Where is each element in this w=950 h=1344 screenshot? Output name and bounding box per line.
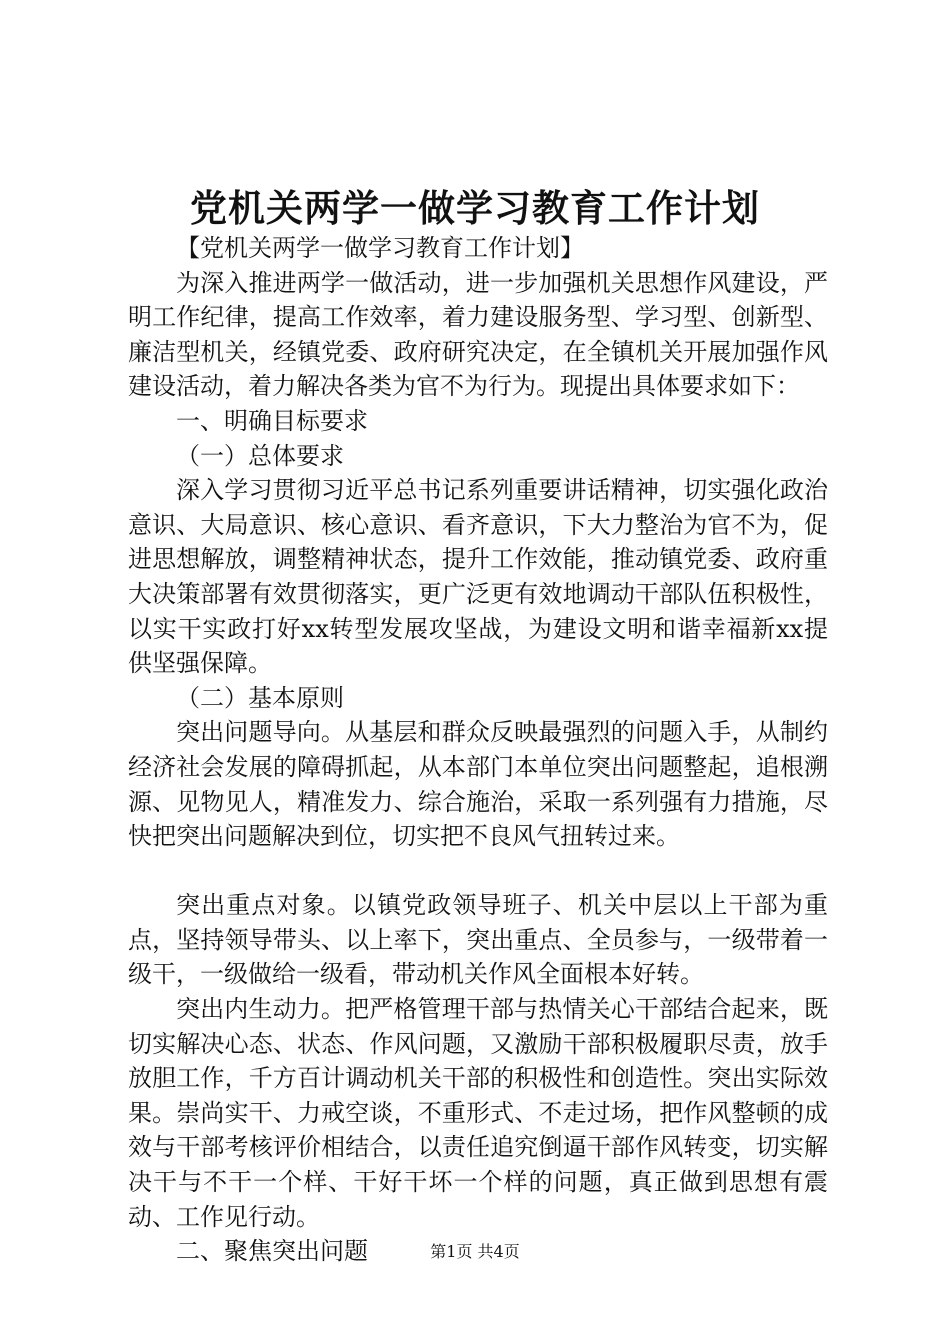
- subsection-heading-2: （二）基本原则: [176, 683, 344, 712]
- problem-oriented-paragraph: 突出问题导向。从基层和群众反映最强烈的问题入手，从制约经济社会发展的障碍抓起，从本部门本单位突出问题整起，追根溯源、见物见人，精准发力、综合施治，采取一系列强有力措施，尽快把突出问题解决到位，切实把不良风气扭转过来。: [128, 718, 828, 851]
- overall-requirements-paragraph: 深入学习贯彻习近平总书记系列重要讲话精神，切实强化政治意识、大局意识、核心意识、看齐意识，下大力整治为官不为，促进思想解放，调整精神状态，提升工作效能，推动镇党委、政府重大决策部署有效贯彻落实，更广泛更有效地调动干部队伍积极性，以实干实政打好xx转型发展攻坚战，为建设文明和谐幸福新xx提供坚强保障。: [128, 476, 828, 678]
- blank-line: [128, 854, 828, 889]
- document-body: [128, 231, 828, 1269]
- section-heading-1: 一、明确目标要求: [176, 406, 368, 435]
- intro-paragraph: 为深入推进两学一做活动，进一步加强机关思想作风建设，严明工作纪律，提高工作效率，着力建设服务型、学习型、创新型、廉洁型机关，经镇党委、政府研究决定，在全镇机关开展加强作风建设活动，着力解决各类为官不为行为。现提出具体要求如下：: [128, 268, 828, 401]
- section-heading-2: 二、聚焦突出问题: [176, 1237, 368, 1266]
- page-footer: 第1页 共4页: [430, 1242, 520, 1261]
- internal-motivation-paragraph: 突出内生动力。把严格管理干部与热情关心干部结合起来，既切实解决心态、状态、作风问题，又激励干部积极履职尽责，放手放胆工作，千方百计调动机关干部的积极性和创造性。突出实际效果。崇尚实干、力戒空谈，不重形式、不走过场，把作风整顿的成效与干部考核评价相结合，以责任追究倒逼干部作风转变，切实解决干与不干一个样、干好干坏一个样的问题，真正做到思想有震动、工作见行动。: [128, 995, 828, 1231]
- document-title: 党机关两学一做学习教育工作计划: [190, 186, 760, 230]
- bracket-title-paragraph: 【党机关两学一做学习教育工作计划】: [176, 234, 584, 262]
- key-targets-paragraph: 突出重点对象。以镇党政领导班子、机关中层以上干部为重点，坚持领导带头、以上率下，突出重点、全员参与，一级带着一级干，一级做给一级看，带动机关作风全面根本好转。: [128, 891, 828, 989]
- subsection-heading-1: （一）总体要求: [176, 441, 344, 470]
